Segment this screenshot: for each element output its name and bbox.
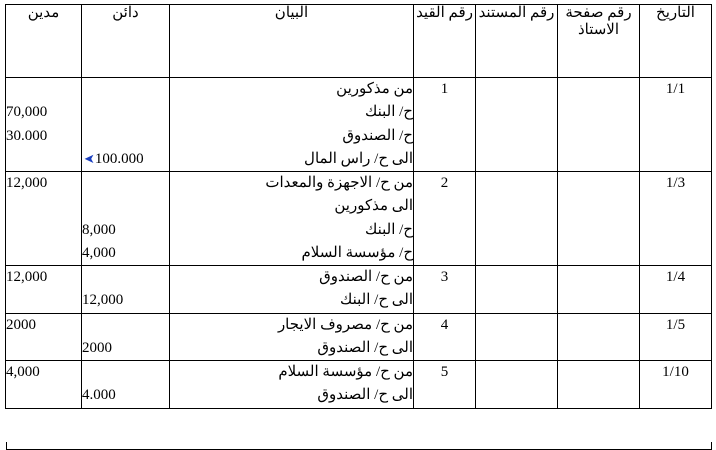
cell-debit-0: 70,000 30.000	[6, 78, 82, 172]
header-debit: مدين	[6, 5, 82, 78]
table-bottom-border	[6, 442, 712, 450]
table-body	[6, 78, 712, 409]
cell-credit-1: 8,000 4,000	[82, 172, 170, 266]
header-credit: دائن	[82, 5, 170, 78]
cell-document-no-3	[476, 313, 558, 361]
header-entry-no: رقم القيد	[414, 5, 476, 78]
table-row	[6, 266, 712, 314]
table-row	[6, 172, 712, 266]
cell-entry-no-4: 5	[414, 361, 476, 409]
header-ledger-page-no: رقم صفحة الاستاذ	[558, 5, 640, 78]
cell-date-0: 1/1	[640, 78, 712, 172]
cell-credit-3: 2000	[82, 313, 170, 361]
cell-credit-0: ➤100.000	[82, 78, 170, 172]
cell-date-4: 1/10	[640, 361, 712, 409]
table-row	[6, 313, 712, 361]
cell-description-2: من ح/ الصندوق الى ح/ البنك	[170, 266, 414, 314]
cell-description-1: من ح/ الاجهزة والمعدات الى مذكورين ح/ البنك ح/ مؤسسة السلام	[170, 172, 414, 266]
cell-date-3: 1/5	[640, 313, 712, 361]
cell-document-no-4	[476, 361, 558, 409]
cell-document-no-0	[476, 78, 558, 172]
cell-debit-3: 2000	[6, 313, 82, 361]
cell-ledger-page-no-2	[558, 266, 640, 314]
header-date: التاريخ	[640, 5, 712, 78]
cell-document-no-2	[476, 266, 558, 314]
table-row	[6, 78, 712, 172]
cell-ledger-page-no-1	[558, 172, 640, 266]
cell-debit-4: 4,000	[6, 361, 82, 409]
cell-description-3: من ح/ مصروف الايجار الى ح/ الصندوق	[170, 313, 414, 361]
cell-entry-no-3: 4	[414, 313, 476, 361]
cell-document-no-1	[476, 172, 558, 266]
cell-date-2: 1/4	[640, 266, 712, 314]
cell-debit-2: 12,000	[6, 266, 82, 314]
journal-table	[5, 4, 712, 409]
table-header-row	[6, 5, 712, 78]
cell-credit-2: 12,000	[82, 266, 170, 314]
cell-description-4: من ح/ مؤسسة السلام الى ح/ الصندوق	[170, 361, 414, 409]
header-description: البيان	[170, 5, 414, 78]
cell-entry-no-0: 1	[414, 78, 476, 172]
cell-entry-no-2: 3	[414, 266, 476, 314]
pointer-arrow-icon: ➤	[84, 150, 95, 166]
cell-ledger-page-no-4	[558, 361, 640, 409]
cell-credit-4: 4.000	[82, 361, 170, 409]
table-header	[6, 5, 712, 78]
table-row	[6, 361, 712, 409]
cell-description-0: من مذكورين ح/ البنك ح/ الصندوق الى ح/ راس المال	[170, 78, 414, 172]
cell-ledger-page-no-0	[558, 78, 640, 172]
cell-debit-1: 12,000	[6, 172, 82, 266]
cell-entry-no-1: 2	[414, 172, 476, 266]
cell-date-1: 1/3	[640, 172, 712, 266]
header-document-no: رقم المستند	[476, 5, 558, 78]
cell-ledger-page-no-3	[558, 313, 640, 361]
journal-page	[0, 4, 716, 450]
